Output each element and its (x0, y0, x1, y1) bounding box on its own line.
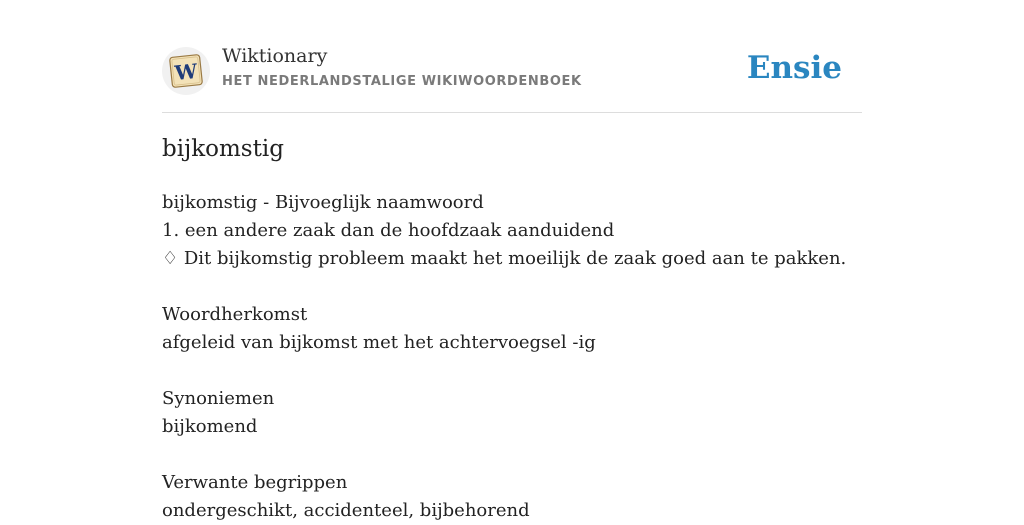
blank-spacer (162, 357, 862, 385)
ensie-brand-link[interactable]: Ensie (746, 50, 842, 86)
site-name[interactable]: Wiktionary (222, 45, 328, 67)
site-header (162, 0, 862, 113)
definition-line: 1. een andere zaak dan de hoofdzaak aanduidend (162, 220, 615, 241)
logo-letter: W (173, 58, 199, 86)
entry-content (162, 189, 862, 525)
example-line: ♢ Dit bijkomstig probleem maakt het moeilijk de zaak goed aan te pakken. (162, 248, 847, 269)
headword-line: bijkomstig - Bijvoeglijk naamwoord (162, 192, 484, 213)
wiktionary-logo[interactable] (162, 47, 210, 95)
site-tagline: HET NEDERLANDSTALIGE WIKIWOORDENBOEK (222, 74, 582, 89)
etymology-text: afgeleid van bijkomst met het achtervoegsel -ig (162, 332, 596, 353)
blank-spacer (162, 441, 862, 469)
page-container (162, 0, 862, 521)
wiktionary-logo-icon (168, 53, 203, 88)
page-title: bijkomstig (162, 136, 284, 162)
etymology-heading: Woordherkomst (162, 304, 308, 325)
related-text: ondergeschikt, accidenteel, bijbehorend (162, 500, 530, 521)
blank-spacer (162, 273, 862, 301)
related-heading: Verwante begrippen (162, 472, 348, 493)
synonyms-text: bijkomend (162, 416, 258, 437)
synonyms-heading: Synoniemen (162, 388, 275, 409)
